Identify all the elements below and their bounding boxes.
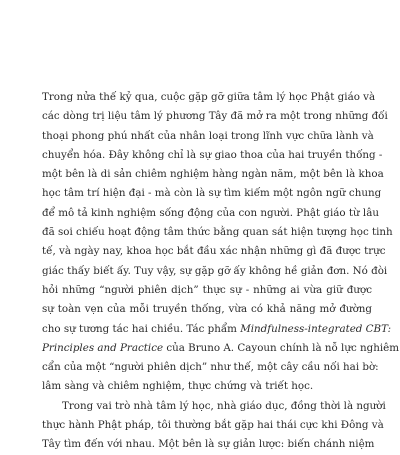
text-line	[42, 204, 379, 223]
text-segment: học tâm trí hiện đại - mà còn là sự tìm kiếm một ngôn ngữ chung	[42, 187, 382, 200]
text-line	[42, 320, 392, 339]
text-segment: giác thấy biết ấy. Tuy vậy, sự gặp gỡ ấy không hề giản đơn. Nó đòi	[42, 264, 388, 277]
text-segment: thực hành Phật pháp, tôi thường bắt gặp hai thái cực khi Đông và	[42, 419, 384, 432]
body-text	[42, 88, 400, 455]
text-line	[42, 300, 372, 319]
text-line	[42, 223, 393, 242]
text-line	[42, 339, 400, 358]
text-segment: thoại phong phú nhất của nhân loại trong lĩnh vực chữa lành và	[42, 129, 374, 142]
paragraph	[42, 397, 386, 455]
text-line	[42, 242, 386, 261]
text-line	[42, 165, 384, 184]
text-line	[42, 262, 388, 281]
text-segment: để mô tả kinh nghiệm sống động của con người. Phật giáo từ lâu	[42, 206, 379, 219]
text-segment: chuyển hóa. Đây không chỉ là sự giao thoa của hai truyền thống -	[42, 148, 383, 161]
text-segment: Trong nửa thế kỷ qua, cuộc gặp gỡ giữa tâm lý học Phật giáo và	[42, 91, 376, 103]
text-segment: cẩn của một “người phiên dịch” như thế, một cây cầu nối hai bờ:	[42, 361, 379, 374]
text-line	[42, 184, 382, 203]
text-segment: Trong vai trò nhà tâm lý học, nhà giáo dục, đồng thời là người	[62, 399, 386, 412]
text-line	[42, 281, 372, 300]
text-segment: các dòng trị liệu tâm lý phương Tây đã mở ra một trong những đối	[42, 110, 388, 123]
text-line	[42, 377, 372, 396]
text-line	[42, 435, 375, 454]
text-line	[42, 127, 372, 146]
text-segment: sự toàn vẹn của mỗi truyền thống, vừa có khả năng mở đường	[42, 303, 372, 316]
text-segment: Tây tìm đến với nhau. Một bên là sự giản lược: biến chánh niệm	[42, 438, 375, 451]
text-segment: của Bruno A. Cayoun chính là nỗ lực nghiêm	[163, 341, 400, 354]
text-line	[42, 416, 384, 435]
text-line	[42, 146, 383, 165]
italic-title: Principles and Practice	[42, 341, 164, 354]
paragraph	[42, 88, 400, 397]
text-line	[42, 358, 379, 377]
text-segment: tế, và ngày nay, khoa học bắt đầu xác nhận những gì đã được trực	[42, 245, 386, 258]
text-line	[42, 88, 376, 107]
italic-title: Mindfulness-integrated CBT:	[240, 322, 392, 335]
text-line	[42, 107, 388, 126]
text-line	[42, 397, 386, 416]
text-segment: cho sự tương tác hai chiều. Tác phẩm	[42, 322, 241, 335]
text-segment: một bên là di sản chiêm nghiệm hàng ngàn năm, một bên là khoa	[42, 168, 384, 181]
text-segment: đã soi chiếu hoạt động tâm thức bằng quan sát hiện tượng học tinh	[42, 226, 393, 239]
text-segment: hỏi những “người phiên dịch” thực sự - những ai vừa giữ được	[42, 283, 372, 296]
text-segment: lâm sàng và chiêm nghiệm, thực chứng và triết học.	[42, 380, 314, 393]
